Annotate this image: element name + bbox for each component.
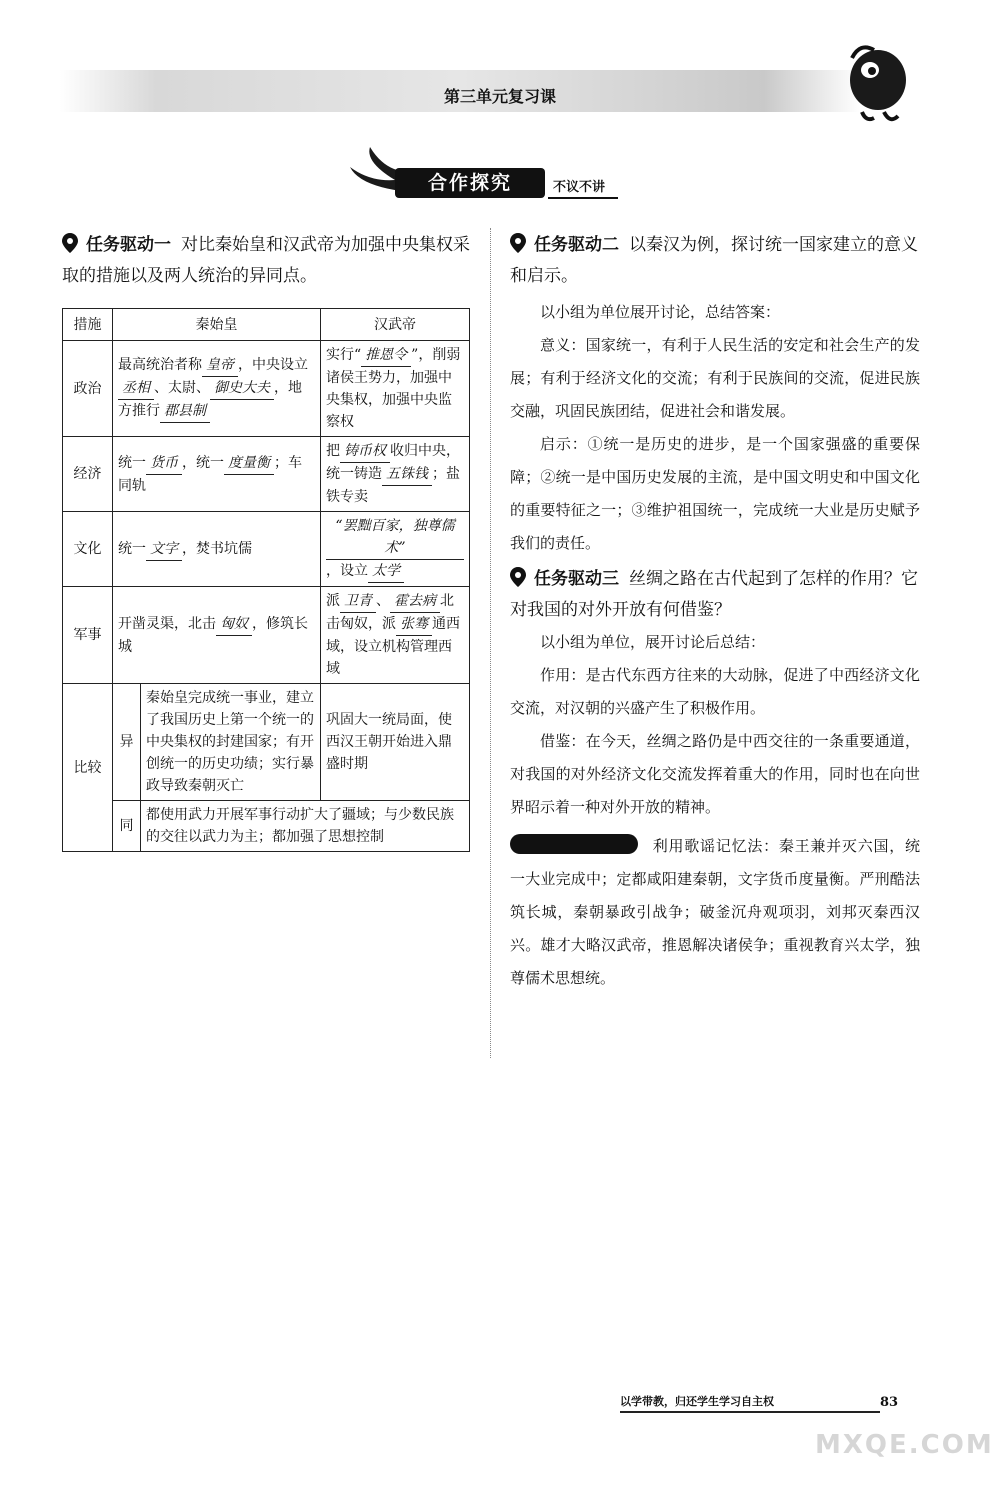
cell-text: ”，削弱诸侯王势力，加强中央集权，加强中央监察权 — [326, 347, 461, 430]
cell-text: 统一 — [118, 540, 146, 557]
cell-text: ，修筑长城 — [118, 615, 308, 655]
same-cell: 都使用武力开展军事行动扩大了疆域；与少数民族的交往以武力为主；都加强了思想控制 — [141, 801, 470, 852]
cell-text: ，中央设立 — [238, 357, 308, 373]
blank-answer: 丞相 — [118, 377, 154, 400]
cell-text: 派 — [326, 593, 340, 609]
blank-answer: 铸币权 — [340, 440, 390, 463]
diff-han-cell: 巩固大一统局面，使西汉王朝开始进入鼎盛时期 — [321, 684, 470, 801]
section-banner: 合作探究 — [395, 168, 545, 198]
cell-text: 北击匈奴，派 — [326, 593, 454, 632]
blank-answer: 郡县制 — [160, 400, 210, 423]
task3-label: 任务驱动三 — [534, 569, 619, 589]
blank-answer: 御史大夫 — [210, 377, 274, 400]
han-cell — [321, 512, 470, 587]
task2-meaning: 意义：国家统一，有利于人民生活的安定和社会生产的发展；有利于经济文化的交流；有利于民族间的交流，促进民族交融，巩固民族团结，促进社会和谐发展。 — [510, 336, 920, 420]
blank-answer: 文字 — [146, 538, 182, 561]
section-subtitle: 不议不讲 — [553, 180, 606, 195]
table-header-row — [63, 309, 470, 341]
footer-rule — [620, 1411, 880, 1413]
qin-cell — [113, 437, 321, 512]
right-column — [510, 230, 920, 995]
blank-answer: 匈奴 — [216, 613, 252, 636]
blank-answer: 货币 — [146, 452, 182, 475]
same-label: 同 — [113, 801, 141, 852]
task2-text: 以秦汉为例，探讨统一国家建立的意义和启示。 — [510, 235, 918, 286]
qin-cell — [113, 341, 321, 437]
row-category: 政治 — [63, 341, 113, 437]
task3-intro: 以小组为单位，展开讨论后总结： — [540, 633, 766, 651]
task1-heading — [62, 230, 472, 292]
cell-text: 、 — [376, 593, 390, 609]
blank-answer: 五铢钱 — [382, 463, 432, 486]
page-header-title: 第三单元复习课 — [443, 87, 556, 106]
blank-answer: 张骞 — [396, 613, 432, 636]
cell-text: ，焚书坑儒 — [182, 540, 252, 557]
table-row — [63, 437, 470, 512]
qin-cell — [113, 512, 321, 587]
task2-intro: 以小组为单位展开讨论，总结答案： — [540, 303, 781, 321]
cell-text: ；车同轨 — [118, 454, 302, 494]
table-header-cell: 秦始皇 — [113, 309, 321, 341]
han-cell — [321, 341, 470, 437]
column-divider — [490, 228, 491, 1058]
task1-text: 对比秦始皇和汉武帝为加强中央集权采取的措施以及两人统治的异同点。 — [62, 235, 470, 286]
cell-text: 、太尉、 — [154, 380, 210, 396]
diff-label: 异 — [113, 684, 141, 801]
blank-answer: 霍去病 — [390, 590, 440, 613]
task3-reference: 借鉴：在今天，丝绸之路仍是中西交往的一条重要通道，对我国的对外经济文化交流发挥着重大的作用，同时也在向世界昭示着一种对外开放的精神。 — [510, 732, 920, 816]
cell-text: 统一 — [118, 454, 146, 471]
table-header-cell: 汉武帝 — [321, 309, 470, 341]
task2-lesson: 启示：①统一是历史的进步，是一个国家强盛的重要保障；②统一是中国历史发展的主流，是中国文明史和中国文化的重要特征之一；③维护祖国统一，完成统一大业是历史赋予我们的责任。 — [510, 435, 920, 552]
task3-text: 丝绸之路在古代起到了怎样的作用？它对我国的对外开放有何借鉴？ — [510, 569, 918, 620]
cell-text: 把 — [326, 443, 340, 459]
qin-cell — [113, 587, 321, 684]
table-row — [63, 512, 470, 587]
han-cell — [321, 587, 470, 684]
cell-text: 实行“ — [326, 347, 362, 363]
blank-answer: 太学 — [368, 560, 404, 583]
cell-text: ；盐铁专卖 — [326, 466, 460, 505]
blank-answer: 卫青 — [340, 590, 376, 613]
table-row — [63, 341, 470, 437]
page-number: 83 — [880, 1395, 899, 1410]
blank-answer: 皇帝 — [202, 354, 238, 377]
task3-role: 作用：是古代东西方往来的大动脉，促进了中西经济文化交流，对汉朝的兴盛产生了积极作用。 — [510, 666, 920, 717]
cell-text: ，地方推行 — [118, 380, 302, 419]
cell-text: ，统一 — [182, 454, 224, 471]
tip-text: 利用歌谣记忆法：秦王兼并灭六国，统一大业完成中；定都咸阳建秦朝，文字货币度量衡。严刑酷法筑长城，秦朝暴政引战争；破釜沉舟观项羽，刘邦灭秦西汉兴。雄才大略汉武帝，推恩解决诸侯争；重视教育兴太学，独尊儒术思想统。 — [510, 837, 920, 987]
han-cell — [321, 437, 470, 512]
mascot-icon — [840, 40, 918, 128]
tip-tag-badge — [510, 834, 638, 854]
location-pin-icon — [62, 233, 78, 253]
blank-answer: 推恩令 — [361, 344, 411, 367]
row-category: 比较 — [63, 684, 113, 852]
cell-text: 收归中央，统一铸造 — [326, 443, 460, 482]
cell-text: ，设立 — [326, 563, 368, 579]
cell-text: 最高统治者称 — [118, 357, 202, 373]
memory-tip — [510, 830, 920, 995]
row-category: 军事 — [63, 587, 113, 684]
footer-slogan: 以学带教，归还学生学习自主权 — [620, 1395, 774, 1408]
table-row — [63, 587, 470, 684]
blank-answer: 度量衡 — [224, 452, 274, 475]
section-underline — [548, 197, 618, 199]
cell-text: 通西域，设立机构管理西域 — [326, 616, 460, 677]
task3-heading — [510, 564, 920, 626]
table-row-compare-diff — [63, 684, 470, 801]
left-column — [62, 230, 472, 292]
task2-heading — [510, 230, 920, 292]
task2-label: 任务驱动二 — [534, 235, 619, 255]
location-pin-icon — [510, 233, 526, 253]
location-pin-icon — [510, 567, 526, 587]
blank-answer: “罢黜百家，独尊儒术” — [326, 515, 464, 560]
watermark: MXQE.COM — [815, 1430, 994, 1460]
cell-text: 开凿灵渠，北击 — [118, 615, 216, 632]
comparison-table — [62, 308, 470, 852]
diff-qin-cell: 秦始皇完成统一事业，建立了我国历史上第一个统一的中央集权的封建国家；有开创统一的历史功绩；实行暴政导致秦朝灭亡 — [141, 684, 321, 801]
table-header-cell: 措施 — [63, 309, 113, 341]
task1-label: 任务驱动一 — [86, 235, 171, 255]
row-category: 经济 — [63, 437, 113, 512]
table-row-compare-same — [63, 801, 470, 852]
row-category: 文化 — [63, 512, 113, 587]
